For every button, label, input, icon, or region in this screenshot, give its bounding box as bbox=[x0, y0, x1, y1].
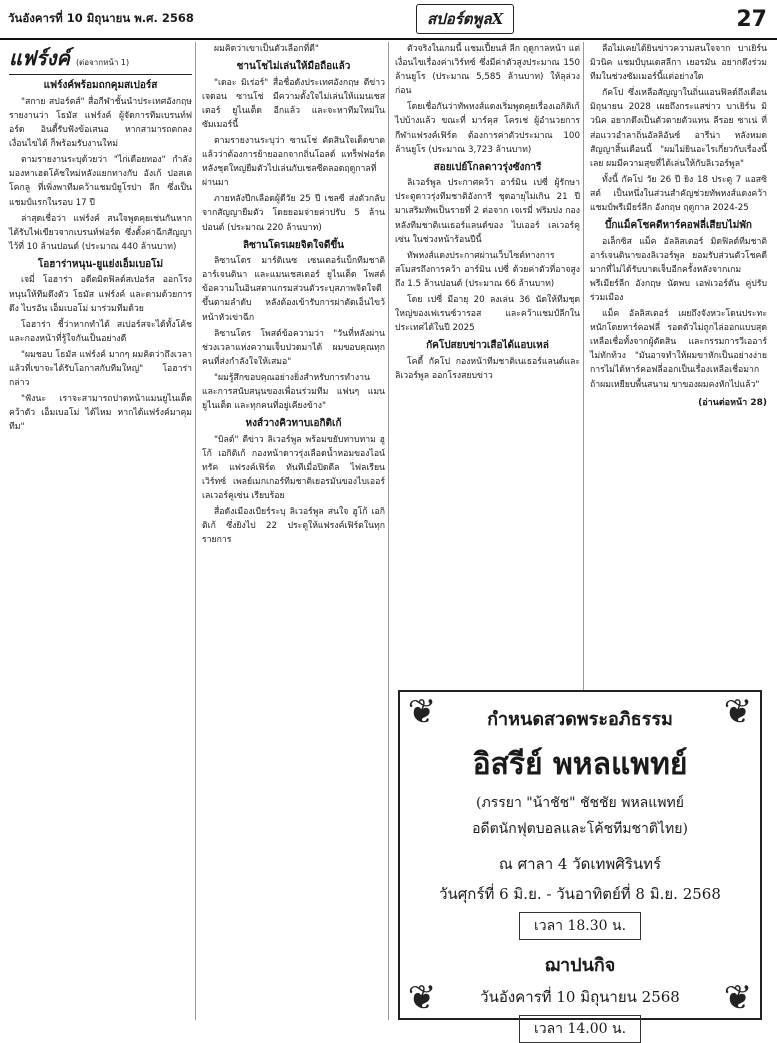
deceased-name: อิสรีย์ พหลแพทย์ bbox=[472, 747, 688, 782]
paragraph: ทัพหงส์แดงประกาศผ่านเว็บไซต์ทางการสโมสรถึงการคว้า อาร์มิน เปซี่ ด้วยค่าตัวที่อาจสูงถึง 1.5 ล้านปอนด์ (ประมาณ 66 ล้านบาท) bbox=[395, 250, 580, 289]
ornament-icon: ❦ bbox=[407, 692, 437, 732]
paragraph: ทั้งนี้ กัคโป วัย 26 ปี ยิง 18 ประตู 7 แอสซิสต์ เป็นหนึ่งในส่วนสำคัญช่วยทัพหงส์แดงคว้าแชมป์พรีเมียร์ลีก อังกฤษ ฤดูกาล 2024-25 bbox=[590, 174, 767, 214]
venue: ณ ศาลา 4 วัดเทพศิรินทร์ bbox=[498, 855, 662, 873]
paragraph: เจมี่ โอฮาร่า อดีตมิดฟิลด์สเปอร์ส ออกโรงหนุนให้ทีมดึงตัว โธมัส แฟร์งค์ และตามด้วยการดึง ไบรอัน เอ็มเบอโม่ มาร่วมทีมด้วย bbox=[9, 275, 192, 314]
paragraph: ตามรายงานระบุด้วยว่า "ไก่เดือยทอง" กำลังมองหาเฮดโค้ชใหม่หลังแยกทางกับ อังเก้ ปอสเตโคกลู ที่เพิ่งพาทีมคว้าแชมป์ยูโรปา ลีก ซึ่งเป็นแชมป์แรกในรอบ 17 ปี bbox=[9, 155, 192, 208]
paragraph: ผมคิดว่าเขาเป็นตัวเลือกที่ดี" bbox=[214, 44, 319, 54]
paragraph: สื่อดังเมืองเบียร์ระบุ ลิเวอร์พูล สนใจ ฮูโก้ เอกิติเก้ ซึ่งยิงไป 22 ประตูให้แฟรงค์เฟิร์ตในทุกรายการ bbox=[202, 507, 385, 546]
paragraph: "เดอะ มิเร่อร์" สื่อชื่อดังประเทศอังกฤษ ตีข่าว เจดอน ซานโช่ มีความตั้งใจไม่เล่นให้แมนเชสเตอร์ ยูไนเต็ด อีกแล้ว และจะหาทีมใหม่ในซัมเมอร์นี้ bbox=[202, 77, 385, 130]
paragraph: ตามรายงานระบุว่า ซานโช่ ตัดสินใจเด็ดขาดแล้วว่าต้องการย้ายออกจากถิ่นโอลด์ แทร็ฟฟอร์ด หลังชุดใหญ่ยืมตัวไปเล่นกับเชลซีตลอดฤดูกาลที่ผ่านมา bbox=[202, 135, 385, 189]
ceremony-time: เวลา 18.30 น. bbox=[519, 912, 641, 940]
paragraph: ลิเวอร์พูล ประกาศคว้า อาร์มิน เปซี่ ผู้รักษาประตูดาวรุ่งทีมชาติอังการี ชุดอายุไม่เกิน 21 ปี มาเสริมทัพเป็นรายที่ 2 ต่อจาก เจเรมี่ ฟริมปง กองหลังทีมชาติเนเธอร์แลนด์ของ ไบเออร์ เลเวอร์คูเซ่น ในช่วงหน้าร้อนปีนี้ bbox=[395, 178, 580, 245]
headline: กัคโปสยบข่าวเสือได้แอบเหล่ bbox=[426, 340, 549, 352]
paragraph: อเล็กซิส แม็ค อัลลิสเตอร์ มิดฟิลด์ทีมชาติอาร์เจนตินาของลิเวอร์พูล ยอมรับส่วนตัวโชคดีมากที่ไม่ได้รับบาดเจ็บอีกครั้งหลังจากเกมพรีเมียร์ลีก อังกฤษ นัดพบ เอฟเวอร์ตัน คู่ปรับร่วมเมือง bbox=[590, 236, 767, 303]
paragraph: ลิซานโดร มาร์ติเนซ เซนเตอร์แบ็กทีมชาติอาร์เจนตินา และแมนเชสเตอร์ ยูไนเต็ด โพสต์ข้อความในอินสตาแกรมส่วนตัวระบุสภาพจิตใจดีขึ้นตามลำดับ หลังต้องเข้ารับการผ่าตัดเอ็นไขว้หน้าหัวเข่าฉีก bbox=[202, 256, 385, 323]
paragraph: โคดี้ กัคโป กองหน้าทีมชาติเนเธอร์แลนด์และลิเวอร์พูล ออกโรงสยบข่าว bbox=[395, 356, 580, 381]
headline: หงส์วางคิวทาบเอกิติเก้ bbox=[245, 418, 342, 430]
section-title bbox=[9, 42, 192, 75]
headline: บึ้กแม็คโชคดีหาร์คอฟลี่เสียบไม่พัก bbox=[605, 220, 752, 232]
headline: สอยเปย์โกลดาวรุ่งซังการี bbox=[433, 161, 542, 173]
masthead-logo: สปอร์ตพูลX bbox=[416, 4, 514, 34]
paragraph: ลือไม่เคยได้ยินข่าวความสนใจจาก บาเยิร์น มิวนิค แชมป์บุนเดสลีกา เยอรมัน อยากดึงร่วมทีมในช่วงซัมเมอร์นี้แต่อย่างใด bbox=[590, 44, 767, 83]
headline: แฟร์งค์พร้อมถกคุมสเปอร์ส bbox=[43, 80, 158, 92]
ornament-icon: ❦ bbox=[407, 978, 437, 1018]
paragraph: โดยเชื่อกันว่าทัพหงส์แดงเริ่มพูดคุยเรื่องเอกิติเก้ไปบ้างแล้ว ขณะที่ มาร์คุส โครเช่ ผู้อำนวยการกีฬาแฟรงค์เฟิร์ต ต้องการค่าตัวประมาณ 100 ล้านยูโร (ประมาณ 3,723 ล้านบาท) bbox=[395, 102, 580, 155]
paragraph: ลิซานโดร โพสต์ข้อความว่า "วันที่หลังผ่านช่วงเวลาแห่งความเจ็บปวดมาได้ ผมขอบคุณทุกคนที่ส่งกำลังใจให้เสมอ" bbox=[202, 328, 385, 367]
paragraph: ตัวจริงในเกมนี้ แชมเปี้ยนส์ ลีก ฤดูกาลหน้า แต่เงื่อนไขเรื่องค่าเวิร์ทซ์ ซึ่งมีค่าตัวสูงประมาณ 150 ล้านยูโร (ประมาณ 5,585 ล้านบาท) ให้ลุล่วงก่อน bbox=[395, 44, 580, 97]
paragraph: กัคโป ซึ่งเหลือสัญญาในถิ่นแอนฟิลด์ถึงเดือนมิถุนายน 2028 เผยถึงกระแสข่าว บาเยิร์น มิวนิค อยากดึงเป็นตัวตายตัวแทน ลีรอย ซาเน่ ที่ส่อแววอำลาถิ่นอัลลิอันซ์ อารีน่า หลังหมดสัญญาสิ้นเดือนนี้ "ผมไม่ยินอะไรเกี่ยวกับเรื่องนี้เลย ผมมีความสุขที่ได้เล่นให้กับลิเวอร์พูล" bbox=[590, 88, 767, 169]
paragraph: โดย เปซี่ มีอายุ 20 ลงเล่น 36 นัดให้ทีมชุดใหญ่ของเฟเรนซ์วารอส และคว้าแชมป์ลีกในประเทศได้ในปี 2025 bbox=[395, 295, 580, 334]
relation-line: (ภรรยา "น้าชัช" ชัชชัย พหลแพทย์ bbox=[476, 795, 684, 811]
paragraph: "ฟังนะ เราจะสามารถปาดหน้าแมนยูไนเต็ดคว้าตัว เอ็มเบอโม่ ได้ไหม หากได้แฟร์งค์มาคุมทีม" bbox=[9, 394, 192, 433]
continued-on-page: (อ่านต่อหน้า 28) bbox=[698, 397, 767, 408]
paragraph: "สกาย สปอร์ตส์" สื่อกีฬาชั้นนำประเทศอังกฤษ รายงานว่า โธมัส แฟร์งค์ ผู้จัดการทีมเบรนท์ฟอร์ด อินดี้รับฟังข้อเสนอ หากสามารถตกลงเงื่อนไขได้ ก็พร้อมรับงานใหม่ bbox=[9, 96, 192, 150]
page-header bbox=[0, 0, 777, 40]
funeral-notice-box bbox=[398, 690, 762, 1037]
headline: ชานโชไม่เล่นให้มือถือแล้ว bbox=[236, 61, 351, 73]
cremation-date: วันอังคารที่ 10 มิถุนายน 2568 bbox=[480, 988, 680, 1006]
headline: ลิซานโดรเผยจิตใจดีขึ้น bbox=[242, 239, 344, 251]
paragraph: โอฮาร่า ชี้ว่าหากทำได้ สเปอร์สจะได้ทั้งโค้ชและกองหน้าที่รู้ใจกันเป็นอย่างดี bbox=[9, 319, 192, 344]
page-number: 27 bbox=[736, 6, 767, 32]
ceremony-dates: วันศุกร์ที่ 6 มิ.ย. - วันอาทิตย์ที่ 8 มิ.ย. 2568 bbox=[439, 885, 721, 903]
paragraph: "บิลด์" ตีข่าว ลิเวอร์พูล พร้อมขยับทาบทาม ฮูโก้ เอกิติเก้ กองหน้าดาวรุ่งเลือดน้ำหอมของไอน์ทรัค แฟรงค์เฟิร์ต ทันทีเมื่อปิดดีล ไฟลเรียน เวิร์ทซ์ เพลย์เมกเกอร์ทีมชาติเยอรมันของไบเออร์ เลเวอร์คูเซ่น เรียบร้อย bbox=[202, 434, 385, 502]
continued-from: (ต่อจากหน้า 1) bbox=[75, 58, 130, 67]
section-name: แฟร์งค์ bbox=[9, 46, 70, 70]
issue-date: วันอังคารที่ 10 มิถุนายน พ.ศ. 2568 bbox=[8, 11, 194, 25]
column-1 bbox=[6, 42, 196, 1020]
column-2 bbox=[199, 42, 389, 1020]
paragraph: ภายหลังปีกเลือดผู้ดีวัย 25 ปี เชลซี ส่งตัวกลับจากสัญญายืมตัว โดยยอมจ่ายค่าปรับ 5 ล้านปอนด์ (ประมาณ 220 ล้านบาท) bbox=[202, 194, 385, 233]
notice-heading: กำหนดสวดพระอภิธรรม bbox=[487, 709, 673, 730]
ornament-icon: ❦ bbox=[723, 978, 753, 1018]
cremation-time: เวลา 14.00 น. bbox=[519, 1015, 641, 1043]
paragraph: ล่าสุดเชื่อว่า แฟร์งค์ สนใจพูดคุยเช่นกันหากได้รับไฟเขียวจากเบรนท์ฟอร์ด ซึ่งตั้งค่าฉีกสัญญาไว้ที่ 10 ล้านปอนด์ (ประมาณ 440 ล้านบาท) bbox=[9, 213, 192, 252]
paragraph: "ผมชอบ โธมัส แฟร์งค์ มากๆ ผมคิดว่าถึงเวลาแล้วที่เขาจะได้รับโอกาสกับทีมใหญ่" โอฮาร่า กล่าว bbox=[9, 349, 192, 389]
headline: โอฮาร่าหนุน-ยูแย่งเอ็มเบอโม่ bbox=[37, 258, 164, 270]
role-line: อดีตนักฟุตบอลและโค้ชทีมชาติไทย) bbox=[472, 821, 688, 837]
ornament-icon: ❦ bbox=[723, 692, 753, 732]
paragraph: "ผมรู้สึกขอบคุณอย่างยิ่งสำหรับการทำงานและการสนับสนุนของเพื่อนร่วมทีม แฟนๆ แมนยูไนเต็ด และทุกคนที่อยู่เคียงข้าง" bbox=[202, 372, 385, 412]
paragraph: แม็ค อัลลิสเตอร์ เผยถึงจังหวะโดนประทะหนักโดยหาร์คอฟลี่ รอดตัวไม่ถูกไล่ออกแบบสุดเหลือเชื่อทั้งจากผู้ตัดสิน และกรรมการวีเออาร์ไม่ทักท้วง "มันอาจทำให้ผมขาหักเป็นอย่างง่าย การไม่ได้หาร์คอฟลี่ออกเป็นเรื่องเหลือเชื่อมาก ถ้าผมเหยียบพื้นสนาม ขาของผมคงหักไปแล้ว" bbox=[590, 309, 767, 390]
cremation-heading: ฌาปนกิจ bbox=[544, 955, 616, 976]
